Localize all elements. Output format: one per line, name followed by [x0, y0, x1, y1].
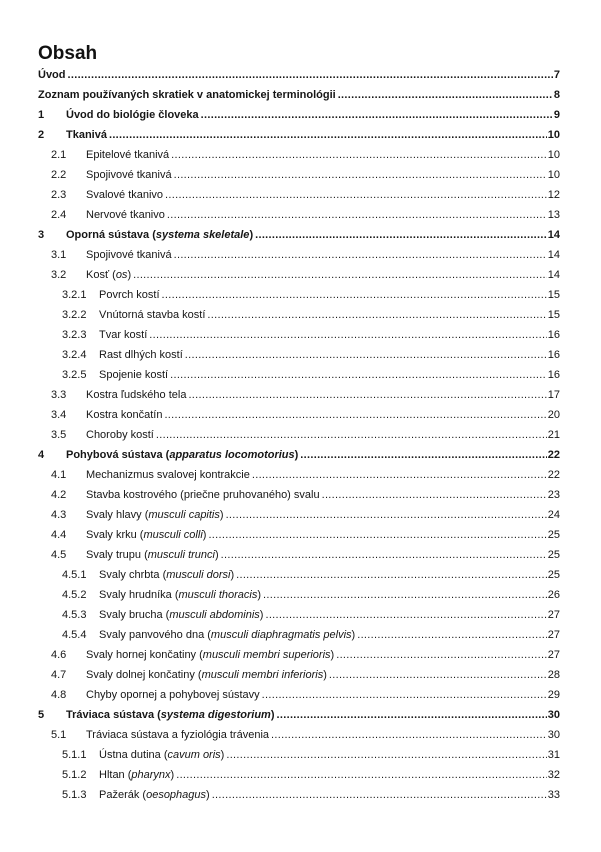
toc-leader-dots [165, 185, 547, 205]
toc-entry-number: 4.4 [51, 529, 67, 541]
toc-entry-page-number: 32 [547, 769, 560, 781]
toc-entry-page-number: 14 [547, 249, 560, 261]
toc-entry[interactable] [38, 745, 560, 765]
toc-entry-number: 2.4 [51, 209, 67, 221]
toc-entry-number: 3.2.5 [62, 369, 87, 381]
toc-entry-title-text: Kostra končatín [86, 409, 163, 421]
toc-leader-dots [357, 625, 547, 645]
toc-entry-title-suffix: ) [215, 549, 219, 561]
toc-entry-latin-term: musculi membri inferioris [201, 669, 324, 681]
toc-entry-number: 4 [38, 449, 45, 461]
toc-entry-title-suffix: ) [270, 709, 275, 721]
toc-entry-title-suffix: ) [219, 509, 224, 521]
toc-entry-number: 2 [38, 129, 45, 141]
toc-entry-page-number: 24 [547, 509, 560, 521]
toc-entry-page-number: 27 [547, 609, 560, 621]
toc-entry-title-suffix: ) [259, 609, 264, 621]
toc-leader-dots [236, 565, 547, 585]
toc-entry-page-number: 27 [547, 629, 560, 641]
toc-leader-dots [68, 65, 553, 85]
toc-entry-title-text: Svaly trupu ( [86, 549, 148, 561]
toc-entry-page-number: 15 [547, 289, 560, 301]
toc-entry-page-number: 15 [547, 309, 560, 321]
toc-entry-number: 2.3 [51, 189, 67, 201]
toc-entry[interactable] [38, 545, 560, 565]
toc-entry-title-text: Pohybová sústava ( [66, 449, 170, 461]
toc-entry-page-number: 25 [547, 529, 560, 541]
toc-entry-number: 5.1.1 [62, 749, 87, 761]
toc-entry-number: 3.2.3 [62, 329, 87, 341]
toc-entry-title [99, 785, 210, 805]
toc-entry-latin-term: musculi abdominis [169, 609, 260, 621]
toc-entry-title-text: Úvod [38, 69, 66, 81]
toc-entry-title-text: Vnútorná stavba kostí [99, 309, 206, 321]
toc-entry-latin-term: oesophagus [146, 789, 207, 801]
toc-entry-page-number: 20 [547, 409, 560, 421]
toc-entry-title-text: Svaly hlavy ( [86, 509, 149, 521]
toc-entry-latin-term: musculi colli [143, 529, 203, 541]
toc-entry-title [99, 765, 174, 785]
toc-entry-number: 3 [38, 229, 45, 241]
toc-entry-page-number: 7 [553, 69, 560, 81]
toc-entry-title-text: Svaly hrudníka ( [99, 589, 179, 601]
toc-entry-page-number: 25 [547, 569, 560, 581]
toc-entry-title [99, 305, 205, 325]
toc-leader-dots [271, 725, 547, 745]
toc-entry-title-text: Svaly brucha ( [99, 609, 170, 621]
toc-entry[interactable] [38, 205, 560, 225]
toc-entry-number: 4.5.3 [62, 609, 87, 621]
toc-leader-dots [300, 445, 546, 465]
toc-entry-title-suffix: ) [249, 229, 254, 241]
toc-entry-title-text: Spojenie kostí [99, 369, 169, 381]
toc-entry-title-text: Spojivové tkanivá [86, 249, 172, 261]
toc-entry-title [99, 625, 355, 645]
toc-entry-number: 3.2.4 [62, 349, 87, 361]
toc-entry-title-text: Zoznam používaných skratiek v anatomickej terminológii [38, 89, 336, 101]
toc-entry-title [86, 165, 172, 185]
toc-leader-dots [208, 525, 546, 545]
toc-entry[interactable] [38, 265, 560, 285]
toc-leader-dots [226, 745, 546, 765]
toc-entry-title-text: Ústna dutina ( [99, 749, 168, 761]
toc-entry-number: 5.1.3 [62, 789, 87, 801]
toc-leader-dots [170, 365, 547, 385]
toc-entry-page-number: 28 [547, 669, 560, 681]
toc-leader-dots [167, 205, 547, 225]
toc-entry[interactable] [38, 65, 560, 85]
toc-entry[interactable] [38, 625, 560, 645]
toc-entry-latin-term: systema digestorium [160, 709, 271, 721]
toc-entry-page-number: 17 [547, 389, 560, 401]
toc-entry-number: 5 [38, 709, 45, 721]
toc-entry-page-number: 8 [553, 89, 560, 101]
toc-entry-page-number: 12 [547, 189, 560, 201]
toc-entry[interactable] [38, 385, 560, 405]
toc-entry-page-number: 14 [547, 229, 560, 241]
toc-entry-title [86, 385, 186, 405]
toc-entry[interactable] [38, 225, 560, 245]
toc-entry-title-text: Kosť ( [86, 269, 116, 281]
toc-entry[interactable] [38, 565, 560, 585]
toc-entry-title [38, 85, 336, 105]
toc-entry-number: 4.5 [51, 549, 67, 561]
toc-entry-title [86, 645, 334, 665]
toc-entry-number: 2.1 [51, 149, 67, 161]
toc-entry[interactable] [38, 105, 560, 125]
toc-entry[interactable] [38, 685, 560, 705]
toc-entry[interactable] [38, 325, 560, 345]
toc-entry-title-suffix: ) [206, 789, 210, 801]
toc-entry[interactable] [38, 605, 560, 625]
toc-entry-latin-term: musculi thoracis [178, 589, 258, 601]
toc-entry-title [86, 205, 165, 225]
toc-entry-title-text: Tvar kostí [99, 329, 148, 341]
toc-entry-title [66, 105, 199, 125]
toc-entry-page-number: 25 [547, 549, 560, 561]
toc-entry-number: 4.6 [51, 649, 67, 661]
toc-entry-latin-term: musculi membri superioris [202, 649, 331, 661]
toc-entry-title [86, 425, 154, 445]
table-of-contents [38, 65, 560, 805]
toc-entry-number: 3.4 [51, 409, 67, 421]
toc-leader-dots [162, 285, 547, 305]
toc-entry-title [86, 265, 131, 285]
toc-entry-title [99, 565, 234, 585]
toc-leader-dots [265, 605, 546, 625]
toc-entry-page-number: 16 [547, 349, 560, 361]
toc-entry-title [86, 725, 269, 745]
toc-entry-latin-term: pharynx [131, 769, 171, 781]
toc-entry-title-text: Úvod do biológie človeka [66, 109, 199, 121]
toc-entry-number: 4.5.4 [62, 629, 87, 641]
toc-entry-title-suffix: ) [351, 629, 356, 641]
toc-entry-title-text: Mechanizmus svalovej kontrakcie [86, 469, 250, 481]
toc-entry-title-suffix: ) [294, 449, 299, 461]
toc-entry-number: 4.3 [51, 509, 67, 521]
toc-entry-title-text: Pažerák ( [99, 789, 147, 801]
toc-entry-title-text: Choroby kostí [86, 429, 154, 441]
toc-entry[interactable] [38, 645, 560, 665]
toc-entry-title [99, 325, 147, 345]
toc-leader-dots [171, 145, 547, 165]
toc-entry-title [99, 285, 160, 305]
toc-entry[interactable] [38, 705, 560, 725]
toc-entry-number: 1 [38, 109, 45, 121]
toc-leader-dots [322, 485, 547, 505]
toc-entry-number: 3.3 [51, 389, 67, 401]
toc-entry-page-number: 22 [547, 449, 560, 461]
toc-entry-page-number: 9 [553, 109, 560, 121]
toc-entry[interactable] [38, 85, 560, 105]
toc-entry-title [99, 605, 263, 625]
toc-leader-dots [226, 505, 547, 525]
toc-entry-title-text: Nervové tkanivo [86, 209, 165, 221]
toc-entry[interactable] [38, 285, 560, 305]
toc-entry-title [86, 245, 172, 265]
toc-entry[interactable] [38, 665, 560, 685]
page-title: Obsah [38, 43, 98, 64]
toc-entry[interactable] [38, 505, 560, 525]
toc-entry-title-suffix: ) [202, 529, 207, 541]
toc-entry-title [86, 485, 320, 505]
toc-entry-page-number: 23 [547, 489, 560, 501]
toc-entry-title [86, 525, 206, 545]
toc-entry-title-text: Svaly chrbta ( [99, 569, 167, 581]
toc-entry-latin-term: cavum oris [167, 749, 221, 761]
toc-entry-page-number: 26 [547, 589, 560, 601]
toc-entry-title [86, 665, 327, 685]
toc-entry-title-suffix: ) [330, 649, 335, 661]
toc-entry[interactable] [38, 305, 560, 325]
toc-entry-title [86, 505, 224, 525]
toc-entry-title-text: Rast dlhých kostí [99, 349, 183, 361]
toc-entry-title-text: Hltan ( [99, 769, 132, 781]
toc-entry-title-suffix: ) [220, 749, 225, 761]
toc-entry-title-text: Tráviaca sústava a fyziológia trávenia [86, 729, 270, 741]
toc-entry-number: 2.2 [51, 169, 67, 181]
toc-entry-page-number: 33 [547, 789, 560, 801]
toc-entry[interactable] [38, 405, 560, 425]
toc-entry-title-suffix: ) [170, 769, 175, 781]
toc-leader-dots [133, 265, 547, 285]
toc-entry[interactable] [38, 445, 560, 465]
toc-entry[interactable] [38, 125, 560, 145]
toc-entry-title [66, 705, 275, 725]
toc-entry-title-text: Spojivové tkanivá [86, 169, 172, 181]
toc-leader-dots [109, 125, 547, 145]
toc-entry[interactable] [38, 465, 560, 485]
toc-entry-page-number: 16 [547, 329, 560, 341]
toc-entry-title-suffix: ) [230, 569, 235, 581]
toc-entry[interactable] [38, 245, 560, 265]
toc-entry-title-suffix: ) [127, 269, 132, 281]
toc-entry-title-suffix: ) [257, 589, 262, 601]
toc-entry-number: 4.1 [51, 469, 67, 481]
toc-leader-dots [221, 545, 547, 565]
toc-leader-dots [185, 345, 547, 365]
toc-entry-title [86, 545, 219, 565]
toc-entry-title-text: Stavba kostrového (priečne pruhovaného) svalu [86, 489, 320, 501]
toc-entry[interactable] [38, 585, 560, 605]
toc-entry-number: 3.2 [51, 269, 67, 281]
toc-entry-title-text: Svaly dolnej končatiny ( [86, 669, 202, 681]
toc-leader-dots [174, 245, 547, 265]
toc-entry[interactable] [38, 785, 560, 805]
toc-entry[interactable] [38, 165, 560, 185]
toc-leader-dots [149, 325, 546, 345]
toc-leader-dots [212, 785, 547, 805]
toc-entry[interactable] [38, 765, 560, 785]
toc-entry-number: 4.8 [51, 689, 67, 701]
toc-entry-title-suffix: ) [323, 669, 327, 681]
toc-entry-page-number: 22 [547, 469, 560, 481]
toc-entry-title-text: Svalové tkanivo [86, 189, 164, 201]
toc-entry-page-number: 16 [547, 369, 560, 381]
toc-entry[interactable] [38, 185, 560, 205]
toc-entry-title [86, 185, 163, 205]
toc-entry-title [86, 145, 169, 165]
toc-entry-title-text: Chyby opornej a pohybovej sústavy [86, 689, 260, 701]
toc-entry[interactable] [38, 425, 560, 445]
toc-entry-latin-term: musculi capitis [148, 509, 220, 521]
toc-entry-latin-term: musculi dorsi [166, 569, 231, 581]
toc-entry-page-number: 13 [547, 209, 560, 221]
toc-leader-dots [262, 685, 547, 705]
toc-entry-title-text: Epitelové tkanivá [86, 149, 170, 161]
toc-entry-title-text: Svaly hornej končatiny ( [86, 649, 203, 661]
toc-entry-page-number: 31 [547, 749, 560, 761]
toc-leader-dots [336, 645, 547, 665]
toc-entry-number: 4.7 [51, 669, 67, 681]
toc-leader-dots [252, 465, 547, 485]
toc-entry-title [99, 345, 183, 365]
toc-entry-title [99, 365, 168, 385]
toc-entry-page-number: 14 [547, 269, 560, 281]
toc-entry-page-number: 10 [547, 149, 560, 161]
toc-entry-number: 3.2.2 [62, 309, 87, 321]
toc-entry-title [66, 225, 253, 245]
toc-entry[interactable] [38, 485, 560, 505]
toc-entry-title [38, 65, 66, 85]
toc-entry-title [99, 585, 261, 605]
toc-entry[interactable] [38, 525, 560, 545]
toc-leader-dots [277, 705, 547, 725]
toc-leader-dots [255, 225, 547, 245]
toc-entry-latin-term: musculi diaphragmatis pelvis [210, 629, 352, 641]
toc-leader-dots [164, 405, 546, 425]
toc-entry[interactable] [38, 725, 560, 745]
toc-entry-page-number: 21 [547, 429, 560, 441]
toc-entry-title [86, 685, 260, 705]
toc-entry-page-number: 30 [547, 709, 560, 721]
toc-leader-dots [338, 85, 553, 105]
toc-entry-number: 4.5.2 [62, 589, 87, 601]
toc-entry-title-text: Tráviaca sústava ( [66, 709, 161, 721]
toc-leader-dots [201, 105, 553, 125]
toc-entry[interactable] [38, 365, 560, 385]
toc-entry-latin-term: musculi trunci [147, 549, 215, 561]
toc-entry-title [66, 125, 107, 145]
toc-entry-title-text: Oporná sústava ( [66, 229, 156, 241]
toc-entry-latin-term: systema skeletale [155, 229, 250, 241]
toc-entry[interactable] [38, 345, 560, 365]
toc-entry-latin-term: os [115, 269, 128, 281]
toc-leader-dots [263, 585, 547, 605]
toc-entry-number: 4.2 [51, 489, 67, 501]
toc-entry[interactable] [38, 145, 560, 165]
toc-entry-title-text: Svaly krku ( [86, 529, 144, 541]
toc-entry-number: 3.5 [51, 429, 67, 441]
toc-leader-dots [207, 305, 546, 325]
toc-entry-title [99, 745, 224, 765]
toc-entry-title [86, 405, 162, 425]
toc-entry-number: 3.1 [51, 249, 67, 261]
toc-leader-dots [176, 765, 547, 785]
toc-entry-title-text: Kostra ľudského tela [86, 389, 187, 401]
toc-entry-number: 3.2.1 [62, 289, 87, 301]
toc-entry-page-number: 27 [547, 649, 560, 661]
toc-leader-dots [156, 425, 547, 445]
toc-entry-title [66, 445, 298, 465]
toc-entry-title-text: Povrch kostí [99, 289, 160, 301]
toc-entry-title-text: Tkanivá [66, 129, 107, 141]
toc-entry-title-text: Svaly panvového dna ( [99, 629, 211, 641]
toc-entry-number: 5.1.2 [62, 769, 87, 781]
toc-entry-page-number: 30 [547, 729, 560, 741]
toc-entry-number: 4.5.1 [62, 569, 87, 581]
toc-entry-latin-term: apparatus locomotorius [169, 449, 295, 461]
toc-leader-dots [174, 165, 547, 185]
toc-leader-dots [188, 385, 546, 405]
toc-entry-page-number: 29 [547, 689, 560, 701]
toc-entry-number: 5.1 [51, 729, 67, 741]
toc-entry-page-number: 10 [547, 129, 560, 141]
toc-entry-title [86, 465, 250, 485]
toc-leader-dots [329, 665, 547, 685]
toc-entry-page-number: 10 [547, 169, 560, 181]
